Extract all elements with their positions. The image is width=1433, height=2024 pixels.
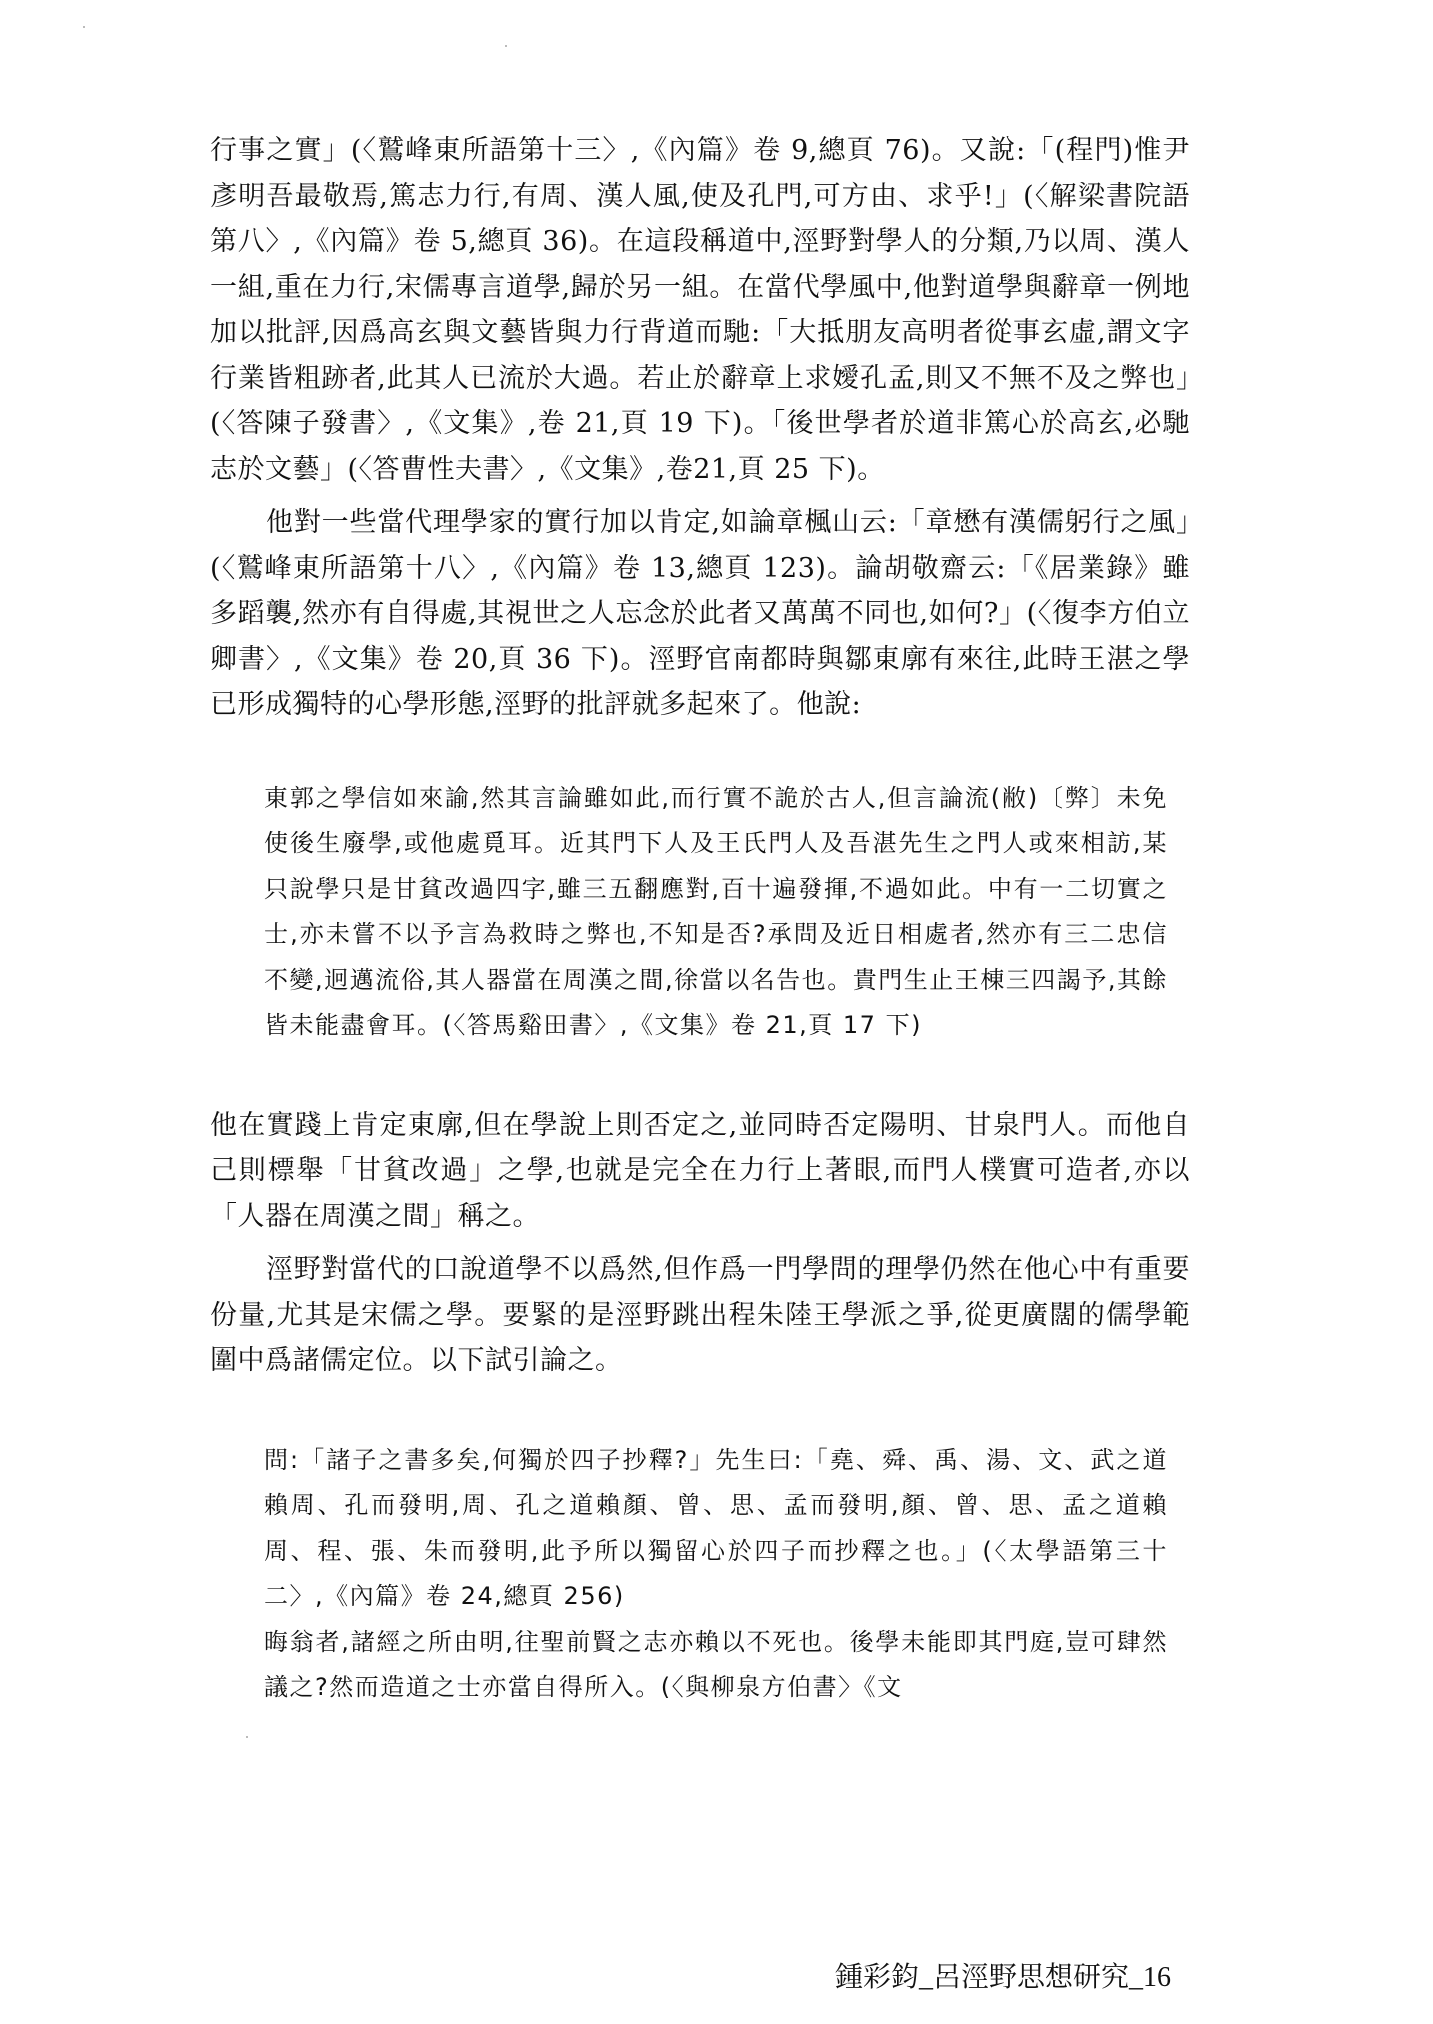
block-quote: 問:「諸子之書多矣,何獨於四子抄釋?」先生曰:「堯、舜、禹、湯、文、武之道賴周、孔而發明,周、孔之道賴顏、曾、思、孟而發明,顏、曾、思、孟之道賴周、程、張、朱而發明,此予所以獨留心於四子而抄釋之也。」(〈太學語第三十二〉,《內篇》卷 24,總頁 256) (264, 1445, 1168, 1610)
paragraph: 他在實踐上肯定東廓,但在學說上則否定之,並同時否定陽明、甘泉門人。而他自己則標舉「甘貧改過」之學,也就是完全在力行上著眼,而門人樸實可造者,亦以「人器在周漢之間」稱之。 (210, 1109, 1190, 1232)
scan-artifact (505, 45, 507, 47)
body-text (210, 128, 1190, 1711)
paragraph: 涇野對當代的口說道學不以爲然,但作爲一門學問的理學仍然在他心中有重要份量,尤其是宋儒之學。要緊的是涇野跳出程朱陸王學派之爭,從更廣闊的儒學範圍中爲諸儒定位。以下試引論之。 (210, 1254, 1190, 1376)
scan-artifact (246, 1736, 248, 1738)
page-footer: 鍾彩鈞_呂涇野思想研究_16 (834, 1962, 1171, 1993)
paragraph: 行事之實」(〈鷲峰東所語第十三〉,《內篇》卷 9,總頁 76)。又說:「(程門)惟尹彥明吾最敬焉,篤志力行,有周、漢人風,使及孔門,可方由、求乎!」(〈解梁書院語第八〉,《內篇》卷 5,總頁 36)。在這段稱道中,涇野對學人的分類,乃以周、漢人一組,重在力行,宋儒專言道學,歸於另一組。在當代學風中,他對道學與辭章一例地加以批評,因爲高玄與文藝皆與力行背道而馳:「大抵朋友高明者從事玄虛,謂文字行業皆粗跡者,此其人已流於大過。若止於辭章上求嬡孔孟,則又不無不及之弊也」(〈答陳子發書〉,《文集》,卷 21,頁 19 下)。「後世學者於道非篤心於高玄,必馳志於文藝」(〈答曹性夫書〉,《文集》,卷21,頁 25 下)。 (210, 135, 1190, 485)
block-quote: 東郭之學信如來諭,然其言論雖如此,而行實不詭於古人,但言論流(敝)〔弊〕未免使後生廢學,或他處覓耳。近其門下人及王氏門人及吾湛先生之門人或來相訪,某只說學只是甘貧改過四字,雖三五翻應對,百十遍發揮,不過如此。中有一二切實之士,亦未嘗不以予言為救時之弊也,不知是否?承問及近日相處者,然亦有三二忠信不變,迥邁流俗,其人器當在周漢之間,徐當以名告也。貴門生止王棟三四謁予,其餘皆未能盡會耳。(〈答馬谿田書〉,《文集》卷 21,頁 17 下) (264, 783, 1168, 1039)
block-quote: 晦翁者,諸經之所由明,往聖前賢之志亦賴以不死也。後學未能即其門庭,豈可肆然議之?然而造道之士亦當自得所入。(〈與柳泉方伯書〉《文 (264, 1627, 1168, 1701)
scan-artifact (83, 26, 85, 28)
paragraph: 他對一些當代理學家的實行加以肯定,如論章楓山云:「章懋有漢儒躬行之風」(〈鷲峰東所語第十八〉,《內篇》卷 13,總頁 123)。論胡敬齋云:「《居業錄》雖多蹈襲,然亦有自得處,其視世之人忘念於此者又萬萬不同也,如何?」(〈復李方伯立卿書〉,《文集》卷 20,頁 36 下)。涇野官南都時與鄒東廓有來往,此時王湛之學已形成獨特的心學形態,涇野的批評就多起來了。他說: (210, 507, 1190, 720)
